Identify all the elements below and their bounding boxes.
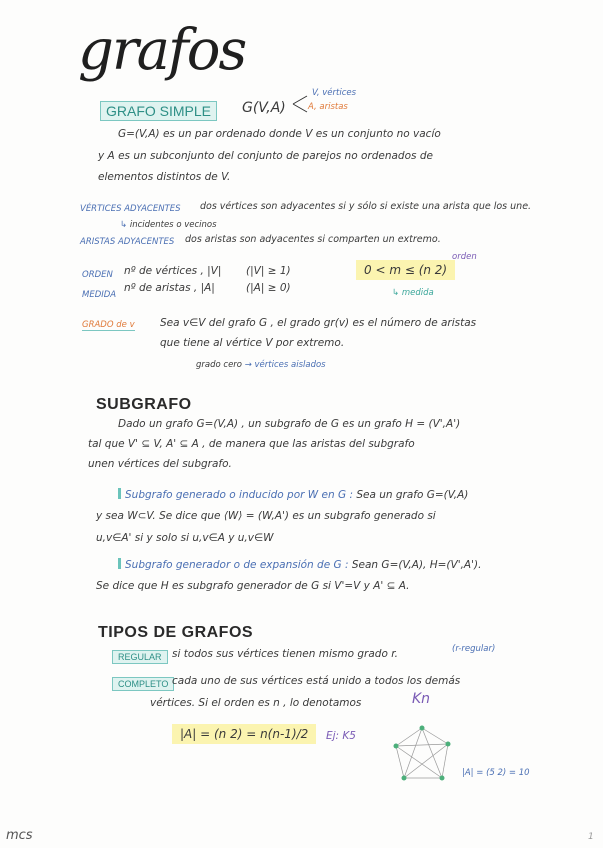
regular-label: REGULAR [112,650,168,664]
orden-annotation: orden [452,252,477,262]
def-line-1: G=(V,A) es un par ordenado donde V es un conjunto no vacío [118,128,441,140]
highlight-bar [118,488,121,499]
vertices-adyacentes-label: VÉRTICES ADYACENTES [80,204,181,214]
page-mark: 1 [588,832,594,842]
subgrafo-generado-line-3: u,v∈A' si y solo si u,v∈A y u,v∈W [96,532,274,544]
grado-label: GRADO de v [82,320,135,330]
aristas-note: A, aristas [308,102,348,112]
vertices-note: V, vértices [312,88,357,98]
def-line-3: elementos distintos de V. [98,171,231,183]
aristas-adyacentes-label: ARISTAS ADYACENTES [80,237,175,247]
completo-line-2: vértices. Si el orden es n , lo denotamos [150,697,362,709]
subgrafo-line-1: Dado un grafo G=(V,A) , un subgrafo de G es un grafo H = (V',A') [118,418,461,430]
subgrafo-generador-line-2: Se dice que H es subgrafo generador de G si V'=V y A' ⊆ A. [96,580,410,592]
subgrafo-generado: Subgrafo generado o inducido por W en G : Sea un grafo G=(V,A) [118,488,468,501]
orden-label: ORDEN [82,270,113,280]
kn-notation: Kn [412,691,431,707]
complete-edges-formula: |A| = (n 2) = n(n-1)/2 [172,724,316,744]
aristas-adyacentes-text: dos aristas son adyacentes si comparten un extremo. [185,234,441,245]
medida-text: nº de aristas , |A| [124,282,215,294]
def-line-2: y A es un subconjunto del conjunto de parejos no ordenados de [98,150,433,162]
medida-label: MEDIDA [82,290,117,300]
signature: mcs [6,828,33,843]
size-inequality: 0 < m ≤ (n 2) [356,260,455,280]
medida-annotation: ↳ medida [392,288,434,298]
subgrafo-generado-line-2: y sea W⊂V. Se dice que ⟨W⟩ = (W,A') es un subgrafo generado si [96,510,436,522]
subgrafo-line-2: tal que V' ⊆ V, A' ⊆ A , de manera que las aristas del subgrafo [88,438,415,450]
incidentes-note: ↳ incidentes o vecinos [120,220,217,230]
example-k5: Ej: K5 [326,730,356,742]
grado-cero-note: grado cero → vértices aislados [196,360,326,370]
regular-note: (r-regular) [452,644,496,654]
k5-graph-diagram [386,722,460,786]
k5-edge-count: |A| = (5 2) = 10 [462,768,530,778]
right-arrow-icon: → [244,360,252,370]
completo-label: COMPLETO [112,677,174,691]
medida-cond: (|A| ≥ 0) [246,282,291,294]
grado-line-1: Sea v∈V del grafo G , el grado gr(v) es el número de aristas [160,317,477,329]
regular-text: si todos sus vértices tienen mismo grado r. [172,648,398,660]
grado-line-2: que tiene al vértice V por extremo. [160,337,345,349]
subgrafo-heading: SUBGRAFO [96,396,192,413]
vertices-adyacentes-text: dos vértices son adyacentes si y sólo si existe una arista que los une. [200,201,532,212]
highlight-bar [118,558,121,569]
orden-cond: (|V| ≥ 1) [246,265,291,277]
grafo-notation: G(V,A) [242,100,286,116]
subgrafo-line-3: unen vértices del subgrafo. [88,458,232,470]
completo-line-1: cada uno de sus vértices está unido a todos los demás [172,675,461,687]
tipos-heading: TIPOS DE GRAFOS [98,624,254,641]
subgrafo-generador: Subgrafo generador o de expansión de G : Sean G=(V,A), H=(V',A'). [118,558,481,571]
page-title: grafos [78,18,246,83]
grafo-simple-label: GRAFO SIMPLE [100,101,217,121]
orden-text: nº de vértices , |V| [124,265,222,277]
